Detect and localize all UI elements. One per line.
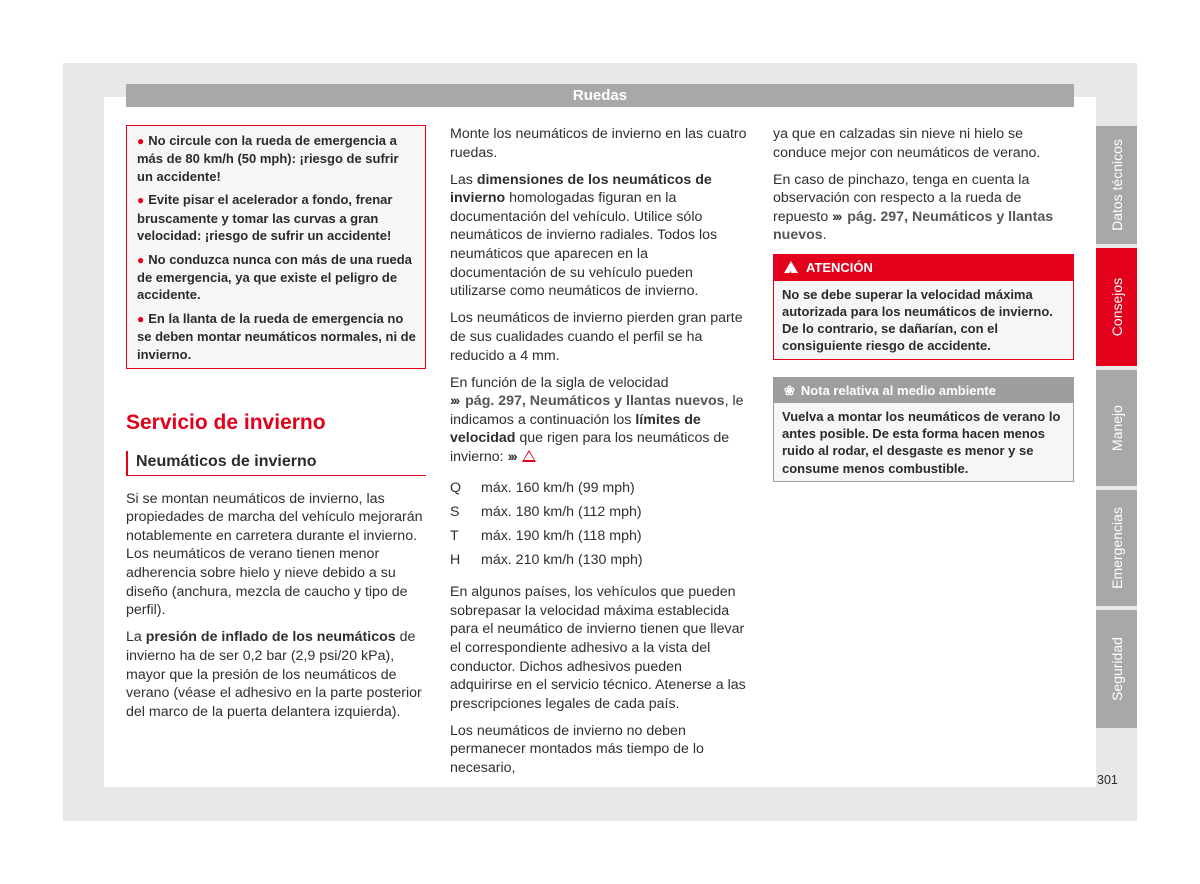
column-middle: [450, 125, 748, 786]
attention-box: [773, 254, 1074, 360]
environment-note-text: Vuelva a montar los neumáticos de verano lo antes posible. De esta forma hacen menos ruido al rodar, el desgaste es menor y se consume menos combustible.: [774, 403, 1073, 481]
paragraph: Los neumáticos de invierno no deben permanecer montados más tiempo de lo necesario,: [450, 722, 704, 776]
attention-text: No se debe superar la velocidad máxima autorizada para los neumáticos de invierno. De lo contrario, se dañarían, con el consiguiente riesgo de accidente.: [774, 281, 1073, 359]
speed-row: S máx. 180 km/h (112 mph): [450, 503, 642, 520]
attention-header: !ATENCIÓN: [774, 255, 1073, 281]
reference-arrow-icon: ›››: [507, 449, 516, 465]
paragraph: En algunos países, los vehículos que pueden sobrepasar la velocidad máxima establecida para el neumático de invierno tienen que llevar el correspondiente adhesivo a la vista del conductor. Dichos adhesivos pueden adquirirse en el servicio técnico. Atenerse a las prescripciones legales de cada país.: [450, 584, 746, 712]
paragraph: La presión de inflado de los neumáticos de invierno ha de ser 0,2 bar (2,9 psi/20 kPa), mayor que la presión de los neumáticos de verano (véase el adhesivo en la parte posterior del marco de la puerta delantera izquierda).: [126, 629, 422, 720]
paragraph: En función de la sigla de velocidad ››› pág. 297, Neumáticos y llantas nuevos, le indicamos a continuación los límites de velocidad que rigen para los neumáticos de invierno: ›››: [450, 374, 744, 465]
bullet-icon: ●: [137, 193, 145, 208]
tab-seguridad[interactable]: Seguridad: [1096, 610, 1137, 728]
environment-note-header: ❀ Nota relativa al medio ambiente: [774, 378, 1073, 403]
section-title: Servicio de invierno: [126, 411, 326, 435]
page-number: 301: [1097, 773, 1118, 787]
warning-item: ● No circule con la rueda de emergencia a más de 80 km/h (50 mph): ¡riesgo de sufrir un accidente!: [137, 133, 399, 184]
paragraph: Los neumáticos de invierno pierden gran parte de sus cualidades cuando el perfil se ha reducido a 4 mm.: [450, 310, 743, 364]
warning-triangle-icon[interactable]: [522, 450, 536, 462]
subsection-title: Neumáticos de invierno: [126, 451, 426, 476]
environment-note-box: [773, 377, 1074, 482]
warning-item: ● Evite pisar el acelerador a fondo, frenar bruscamente y tomar las curvas a gran velocidad: ¡riesgo de sufrir un accidente!: [137, 192, 393, 243]
column-right: [773, 125, 1074, 482]
warning-triangle-icon: [784, 261, 798, 273]
speed-row: H máx. 210 km/h (130 mph): [450, 551, 643, 568]
warning-item: ● En la llanta de la rueda de emergencia no se deben montar neumáticos normales, ni de invierno.: [137, 311, 416, 362]
page-reference-link[interactable]: pág. 297, Neumáticos y llantas nuevos: [773, 208, 1054, 244]
bullet-icon: ●: [137, 312, 145, 327]
paragraph: Monte los neumáticos de invierno en las cuatro ruedas.: [450, 126, 747, 161]
warning-item: ● No conduzca nunca con más de una rueda de emergencia, ya que existe el peligro de accidente.: [137, 251, 412, 303]
warning-box: [126, 125, 426, 369]
paragraph: ya que en calzadas sin nieve ni hielo se conduce mejor con neumáticos de verano.: [773, 126, 1041, 161]
column-left: [126, 125, 426, 730]
tab-emergencias[interactable]: Emergencias: [1096, 490, 1137, 606]
speed-limit-list: [450, 479, 748, 570]
paragraph: Si se montan neumáticos de invierno, las propiedades de marcha del vehículo mejorarán notablemente en carretera durante el invierno. Los neumáticos de verano tienen menor adherencia sobre hielo y nieve debido a su diseño (anchura, mezcla de caucho y tipo de perfil).: [126, 490, 423, 619]
page-reference-link[interactable]: pág. 297, Neumáticos y llantas nuevos: [465, 393, 725, 410]
tab-consejos[interactable]: Consejos: [1096, 248, 1137, 366]
tab-datos-tecnicos[interactable]: Datos técnicos: [1096, 126, 1137, 244]
speed-row: T máx. 190 km/h (118 mph): [450, 527, 642, 544]
paragraph: En caso de pinchazo, tenga en cuenta la observación con respecto a la rueda de repuesto ››› pág. 297, Neumáticos y llantas nuevos.: [773, 171, 1054, 244]
bullet-icon: ●: [137, 252, 145, 267]
flower-icon: ❀: [784, 382, 795, 398]
bullet-icon: ●: [137, 134, 145, 148]
reference-arrow-icon: ›››: [832, 208, 841, 225]
tab-manejo[interactable]: Manejo: [1096, 370, 1137, 486]
speed-row: Q máx. 160 km/h (99 mph): [450, 479, 635, 496]
paragraph: Las dimensiones de los neumáticos de invierno homologadas figuran en la documentación del vehículo. Utilice sólo neumáticos de invierno radiales. Todos los neumáticos que aparecen en la documentación de su vehículo pueden utilizarse como neumáticos de invierno.: [450, 171, 718, 300]
chapter-header: Ruedas: [126, 84, 1074, 107]
reference-arrow-icon: ›››: [450, 393, 459, 410]
